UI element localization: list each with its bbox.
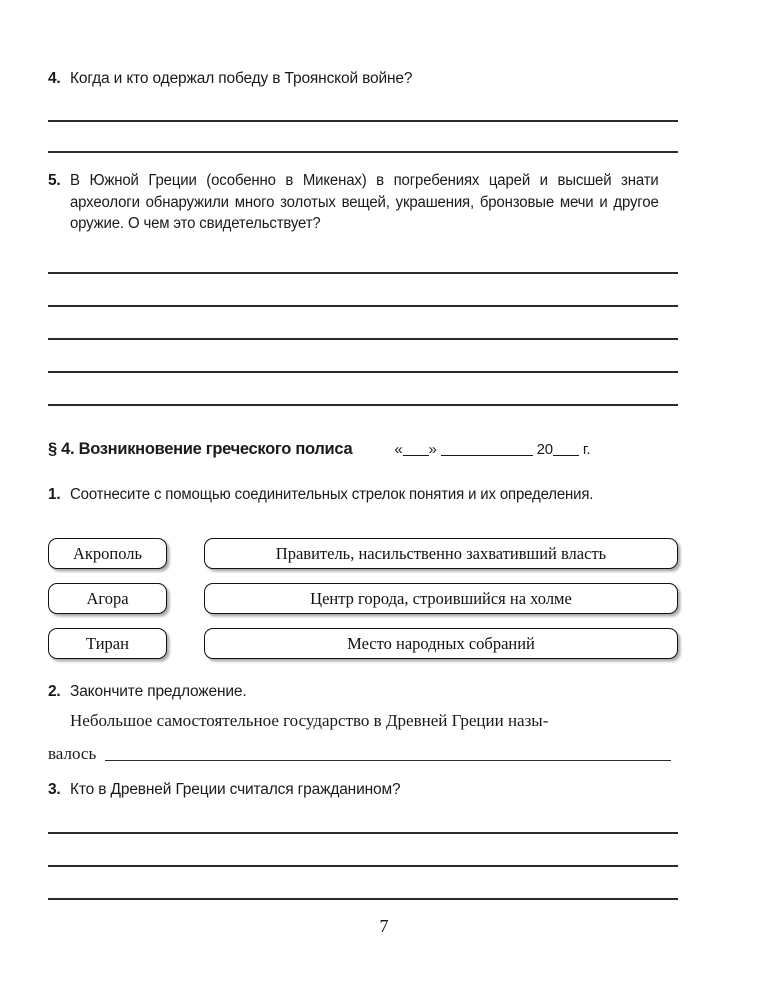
section-title: § 4. Возникновение греческого полиса	[48, 440, 353, 458]
task-2-number: 2.	[48, 683, 61, 700]
task-1-number: 1.	[48, 486, 61, 503]
task-2-heading	[48, 681, 680, 703]
term-label: Тиран	[86, 633, 129, 653]
question-4-number: 4.	[48, 70, 61, 87]
date-day-blank[interactable]	[403, 455, 429, 456]
term-chip-tiran[interactable]	[48, 628, 167, 659]
date-open-quote: «	[394, 441, 403, 458]
definition-chip-2[interactable]	[204, 583, 678, 614]
answer-line[interactable]	[48, 151, 678, 153]
question-4-text: Когда и кто одержал победу в Троянской войне?	[70, 70, 413, 87]
sentence-part-1: Небольшое самостоятельное государство в Древней Греции назы-	[70, 711, 549, 730]
date-year-suffix: г.	[582, 441, 591, 458]
definition-chip-1[interactable]	[204, 538, 678, 569]
answer-line[interactable]	[48, 898, 678, 900]
task-2-text: Закончите предложение.	[70, 683, 247, 700]
definition-label: Место народных собраний	[347, 633, 535, 653]
definition-label: Центр города, строившийся на холме	[310, 588, 572, 608]
date-field[interactable]	[394, 441, 590, 458]
question-5-text: В Южной Греции (особенно в Микенах) в погребениях царей и высшей знати археологи обнаружили много золотых вещей, украшения, бронзовые мечи и другое оружие. О чем это свидетельствует?	[70, 172, 659, 232]
question-4	[48, 68, 680, 90]
answer-line[interactable]	[48, 272, 678, 274]
matching-row	[48, 628, 680, 659]
term-chip-akropol[interactable]	[48, 538, 167, 569]
date-month-blank[interactable]	[441, 455, 533, 456]
sentence-part-2: валось	[48, 744, 97, 763]
definition-chip-3[interactable]	[204, 628, 678, 659]
task-3	[48, 779, 680, 801]
question-4-answer-area[interactable]	[48, 120, 678, 153]
task-1-text: Соотнесите с помощью соединительных стрелок понятия и их определения.	[70, 486, 594, 503]
date-year-blank[interactable]	[553, 455, 579, 456]
matching-row	[48, 583, 680, 614]
task-2-sentence-line-2	[48, 742, 680, 766]
answer-line[interactable]	[48, 832, 678, 834]
task-1	[48, 484, 680, 506]
definition-label: Правитель, насильственно захвативший власть	[275, 543, 607, 563]
question-4-heading	[48, 68, 680, 90]
question-5	[48, 170, 680, 235]
question-5-heading	[48, 170, 680, 235]
answer-line[interactable]	[48, 404, 678, 406]
answer-fill-blank[interactable]	[105, 745, 671, 761]
task-3-answer-area[interactable]	[48, 832, 678, 900]
task-3-text: Кто в Древней Греции считался гражданином?	[70, 781, 401, 798]
question-5-number: 5.	[48, 172, 61, 189]
answer-line[interactable]	[48, 120, 678, 122]
matching-exercise	[48, 538, 680, 673]
answer-line[interactable]	[48, 338, 678, 340]
task-2	[48, 681, 680, 703]
answer-line[interactable]	[48, 305, 678, 307]
term-label: Агора	[86, 588, 129, 608]
term-chip-agora[interactable]	[48, 583, 167, 614]
page-number: 7	[379, 916, 389, 936]
section-heading	[48, 440, 680, 459]
task-3-number: 3.	[48, 781, 61, 798]
question-5-answer-area[interactable]	[48, 272, 678, 406]
answer-line[interactable]	[48, 371, 678, 373]
matching-row	[48, 538, 680, 569]
task-1-heading	[48, 484, 680, 506]
task-2-sentence-line-1	[48, 709, 680, 733]
date-close-quote: »	[428, 441, 437, 458]
date-year-prefix: 20	[536, 441, 553, 458]
task-3-heading	[48, 779, 680, 801]
answer-line[interactable]	[48, 865, 678, 867]
term-label: Акрополь	[72, 543, 143, 563]
